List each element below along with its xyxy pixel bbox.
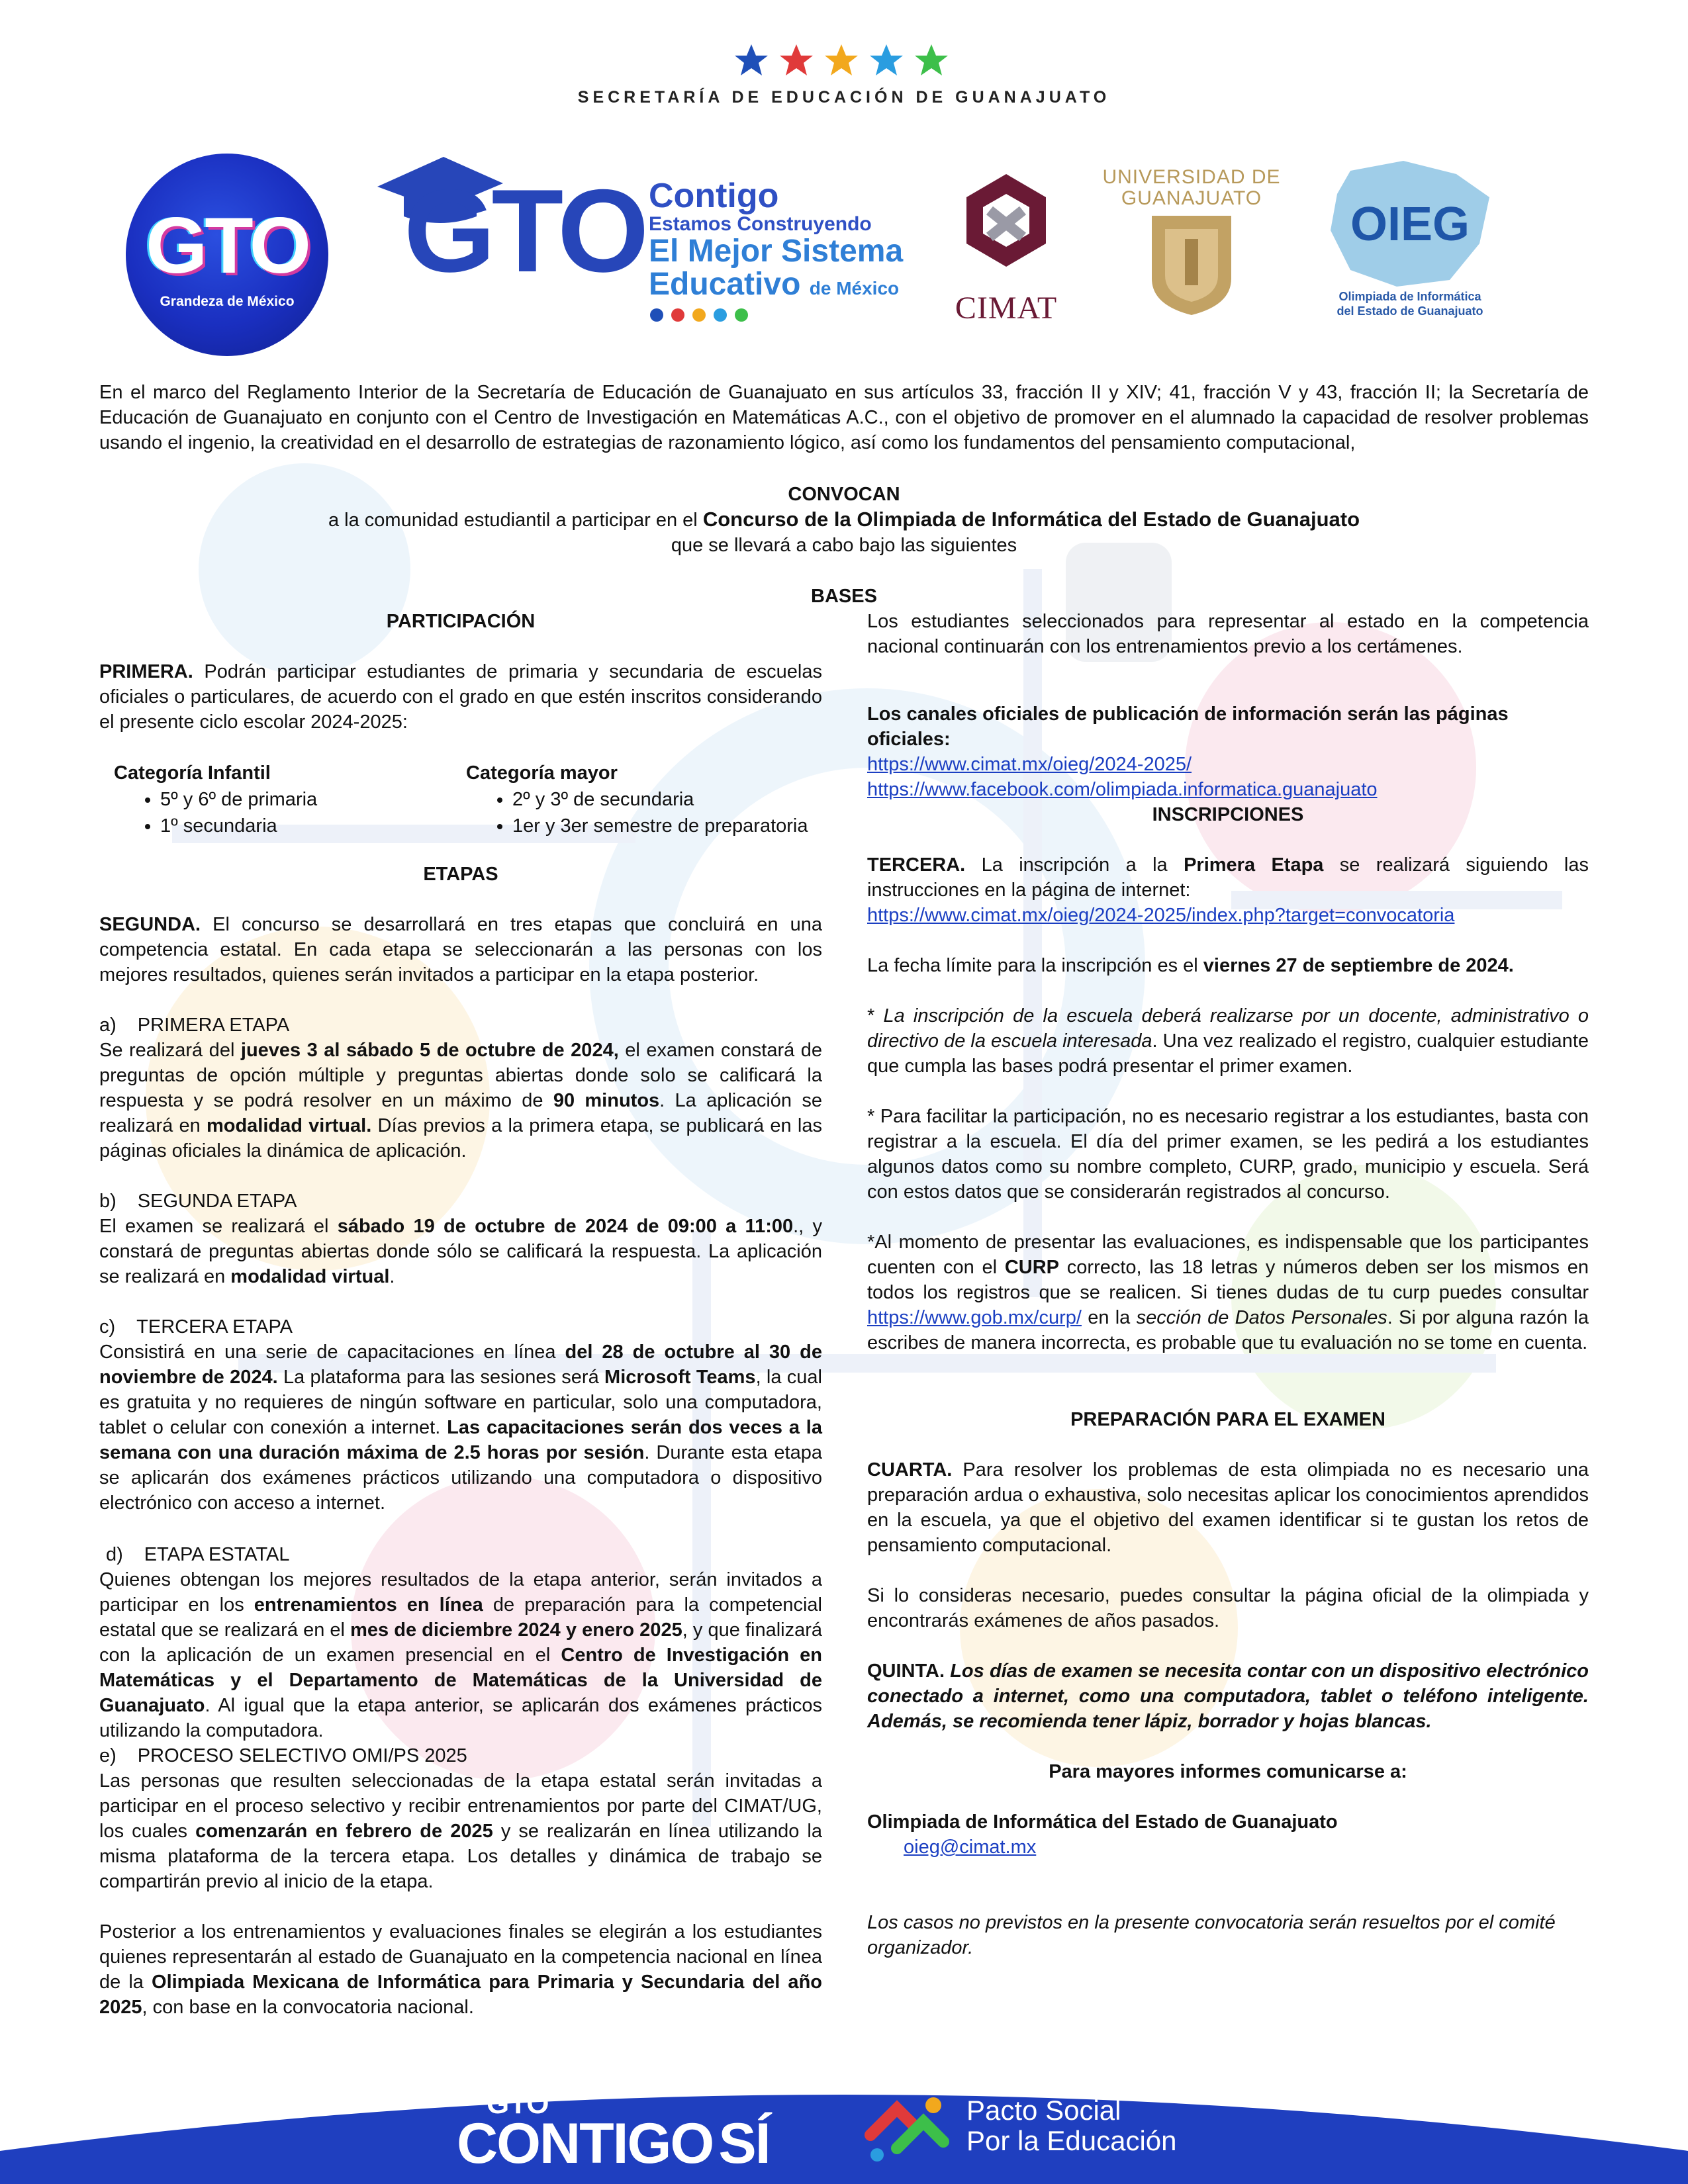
star-icon bbox=[915, 44, 948, 75]
cuarta-paragraph: CUARTA. Para resolver los problemas de esta olimpiada no es necesario una preparación ardua o exhaustiva, solo necesitas aplicar los conocimientos aprendidos en la escuela, ya que el objetivo del examen identificar si te gustan los retos de pensamiento computacional. bbox=[867, 1459, 1589, 1556]
gto-grandeza-logo bbox=[126, 154, 328, 356]
oieg-logo bbox=[1317, 158, 1503, 323]
primera-paragraph: PRIMERA. Podrán participar estudiantes de primaria y secundaria de escuelas oficiales o particulares, de acuerdo con el grado en que estén inscritos considerando el presente ciclo escolar 2024-2025: bbox=[99, 661, 822, 733]
note-participacion: * Para facilitar la participación, no es necesario registrar a los estudiantes, basta con registrar a la escuela. El día del primer examen, se les pedirá a los estudiantes algunos datos como su nombre completo, CURP, grado, municipio y escuela. Será con estos datos que se considerarán registrados al concurso. bbox=[867, 1106, 1589, 1203]
star-icon bbox=[735, 44, 768, 75]
footer-banner bbox=[0, 2065, 1688, 2184]
footer-contigo: CONTIGOSÍ bbox=[457, 2112, 770, 2175]
star-icon bbox=[870, 44, 903, 75]
inscripciones-heading: INSCRIPCIONES bbox=[1152, 804, 1304, 825]
consultar-paragraph: Si lo consideras necesario, puedes consultar la página oficial de la olimpiada y encontrarás exámenes de años pasados. bbox=[867, 1585, 1589, 1631]
segunda-paragraph: SEGUNDA. El concurso se desarrollará en tres etapas que concluirá en una competencia estatal. En cada etapa se seleccionarán a las personas con los mejores resultados, quienes serán invitados a participar en la etapa posterior. bbox=[99, 914, 822, 985]
convocan-title: CONVOCAN bbox=[788, 484, 900, 505]
gto-graduation-logo bbox=[371, 147, 645, 296]
cimat-oieg-link[interactable]: https://www.cimat.mx/oieg/2024-2025/ bbox=[867, 754, 1192, 775]
convocatoria-link[interactable]: https://www.cimat.mx/oieg/2024-2025/index.php?target=convocatoria bbox=[867, 905, 1455, 926]
contigo-line3: El Mejor Sistema bbox=[649, 234, 904, 269]
primera-etapa: a) PRIMERA ETAPA Se realizará del jueves 3 al sábado 5 de octubre de 2024, el examen constará de preguntas de opción múltiple y preguntas abiertas donde solo se calificará la respuesta y se podrá resolver en un máximo de 90 minutos. La aplicación se realizará en modalidad virtual. Días previos a la primera etapa, se publicará en las páginas oficiales la dinámica de aplicación. bbox=[99, 1015, 822, 1161]
categoria-infantil: Categoría Infantil • 5º y 6º de primaria • 1º secundaria bbox=[114, 760, 317, 839]
star-icon bbox=[825, 44, 858, 75]
posterior-paragraph: Posterior a los entrenamientos y evaluaciones finales se elegirán a los estudiantes quienes representarán al estado de Guanajuato en la competencia nacional en línea de la Olimpiada Mexicana de Informática para Primaria y Secundaria del año 2025, con base en la convocatoria nacional. bbox=[99, 1921, 822, 2018]
list-item: • 2º y 3º de secundaria bbox=[512, 786, 808, 813]
tercera-etapa: c) TERCERA ETAPA Consistirá en una serie de capacitaciones en línea del 28 de octubre al 30 de noviembre de 2024. La plataforma para las sesiones será Microsoft Teams, la cual es gratuita y no requieres de ningún software en particular, solo una computadora, tablet o celular con conexión a internet. Las capacitaciones serán dos veces a la semana con una duración máxima de 2.5 horas por sesión. Durante esta etapa se aplicarán dos exámenes prácticos utilizando una computadora o dispositivo electrónico con acceso a internet. bbox=[99, 1316, 823, 1514]
list-item: • 5º y 6º de primaria bbox=[160, 786, 317, 813]
cimat-name: CIMAT bbox=[955, 291, 1058, 326]
proceso-selectivo: e) PROCESO SELECTIVO OMI/PS 2025 Las personas que resulten seleccionadas de la etapa estatal serán invitadas a participar en el proceso selectivo y recibir entrenamientos por parte del CIMAT/UG, los cuales comenzarán en febrero de 2025 y se realizarán en línea utilizando la misma plataforma de la tercera etapa. Los detalles y dinámica de trabajo se compartirán previo al inicio de la etapa. bbox=[99, 1745, 822, 1892]
preparacion-heading: PREPARACIÓN PARA EL EXAMEN bbox=[1070, 1409, 1385, 1430]
contigo-line4: Educativo de México bbox=[649, 267, 900, 302]
canales-block: Los canales oficiales de publicación de información serán las páginas oficiales: https://www.cimat.mx/oieg/2024-2025/ https://www.facebook.com/olimpiada.informatica.guanajuato bbox=[867, 704, 1509, 800]
ug-line2: GUANAJUATO bbox=[1121, 187, 1262, 209]
star-icon bbox=[780, 44, 813, 75]
curp-link[interactable]: https://www.gob.mx/curp/ bbox=[867, 1307, 1082, 1328]
ug-line1: UNIVERSIDAD DE bbox=[1102, 166, 1281, 188]
fecha-limite: La fecha límite para la inscripción es el viernes 27 de septiembre de 2024. bbox=[867, 955, 1514, 976]
footer-wave bbox=[0, 2065, 1688, 2184]
pacto-social-icon bbox=[857, 2089, 957, 2168]
etapas-heading: ETAPAS bbox=[423, 864, 498, 885]
note-curp: *Al momento de presentar las evaluaciones, es indispensable que los participantes cuenten con el CURP correcto, las 18 letras y números deben ser los mismos en todos los registros que se realicen. Si tienes dudas de tu curp puedes consultar https://www.gob.mx/curp/ en la sección de Datos Personales. Si por alguna razón la escribes de manera incorrecta, es probable que tu evaluación no se tome en cuenta. bbox=[867, 1232, 1589, 1353]
categoria-mayor: Categoría mayor • 2º y 3º de secundaria • 1er y 3er semestre de preparatoria bbox=[466, 760, 808, 839]
list-item: • 1º secundaria bbox=[160, 813, 317, 839]
casos-paragraph: Los casos no previstos en la presente convocatoria serán resueltos por el comité organizador. bbox=[867, 1912, 1556, 1958]
contigo-line2: Estamos Construyendo bbox=[649, 213, 872, 235]
etapa-estatal: d) ETAPA ESTATAL Quienes obtengan los mejores resultados de la etapa anterior, serán invitados a participar en los entrenamientos en línea de preparación para la competencial estatal que se realizará en el mes de diciembre 2024 y enero 2025, y que finalizará con la aplicación de un examen presencial en el Centro de Investigación en Matemáticas y el Departamento de Matemáticas de la Universidad de Guanajuato. Al igual que la etapa anterior, se aplicarán dos exámenes prácticos utilizando la computadora. bbox=[99, 1544, 822, 1741]
ug-shield-icon bbox=[1149, 212, 1235, 318]
oieg-title: OIEG bbox=[1350, 198, 1470, 251]
intro-paragraph: En el marco del Reglamento Interior de la Secretaría de Educación de Guanajuato en sus artículos 33, fracción II y XIV; 41, fracción V y 43, fracción II; la Secretaría de Educación de Guanajuato en conjunto con el Centro de Investigación en Matemáticas A.C., con el objetivo de promover en el alumnado la capacidad de resolver problemas usando el ingenio, la creatividad en el desarrollo de estrategias de razonamiento lógico, así como los fundamentos del pensamiento computacional, bbox=[99, 382, 1589, 453]
oieg-caption: Olimpiada de Informática del Estado de Guanajuato bbox=[1336, 290, 1483, 318]
contigo-logo bbox=[649, 179, 914, 329]
facebook-link[interactable]: https://www.facebook.com/olimpiada.informatica.guanajuato bbox=[867, 779, 1378, 800]
secretaria-title: SECRETARÍA DE EDUCACIÓN DE GUANAJUATO bbox=[577, 88, 1111, 107]
seleccionados-paragraph: Los estudiantes seleccionados para representar al estado en la competencia nacional continuarán con los entrenamientos previo a los certámenes. bbox=[867, 611, 1589, 657]
bases-title: BASES bbox=[811, 586, 877, 607]
participacion-heading: PARTICIPACIÓN bbox=[386, 611, 536, 632]
ug-logo bbox=[1099, 167, 1284, 319]
contact-name: Olimpiada de Informática del Estado de Guanajuato bbox=[867, 1811, 1338, 1833]
gto-big-text: GTO bbox=[404, 165, 645, 296]
cimat-logo bbox=[947, 171, 1066, 326]
segunda-etapa: b) SEGUNDA ETAPA El examen se realizará el sábado 19 de octubre de 2024 de 09:00 a 11:00., y constará de preguntas abiertas donde sólo se calificará la respuesta. La aplicación se realizará en modalidad virtual. bbox=[99, 1191, 823, 1287]
gto-logo-text: GTO bbox=[146, 201, 308, 290]
pacto-social-text: Pacto Social Por la Educación bbox=[966, 2095, 1177, 2156]
convocan-line2: que se llevará a cabo bajo las siguientes bbox=[671, 535, 1017, 556]
note-inscripcion: * La inscripción de la escuela deberá realizarse por un docente, administrativo o directivo de la escuela interesada. Una vez realizado el registro, cualquier estudiante que cumpla las bases podrá presentar el primer examen. bbox=[867, 1005, 1589, 1077]
list-item: • 1er y 3er semestre de preparatoria bbox=[512, 813, 808, 839]
header-stars bbox=[731, 41, 960, 81]
contigo-stars-icon bbox=[649, 306, 781, 326]
gto-logo-subtitle: Grandeza de México bbox=[160, 294, 295, 309]
convocan-line: a la comunidad estudiantil a participar en el Concurso de la Olimpiada de Informática del Estado de Guanajuato bbox=[328, 508, 1360, 531]
informes-heading: Para mayores informes comunicarse a: bbox=[1049, 1761, 1407, 1782]
contact-email-link[interactable]: oieg@cimat.mx bbox=[904, 1837, 1037, 1858]
footer-gto: GTO bbox=[487, 2087, 549, 2120]
contigo-title: Contigo bbox=[649, 177, 779, 215]
contact-block bbox=[867, 1809, 1589, 1860]
cimat-emblem-icon bbox=[960, 171, 1053, 287]
quinta-paragraph: QUINTA. Los días de examen se necesita contar con un dispositivo electrónico conectado a internet, como una computadora, tablet o teléfono inteligente. Además, se recomienda tener lápiz, borrador y hojas blancas. bbox=[867, 1661, 1589, 1732]
tercera-paragraph: TERCERA. La inscripción a la Primera Etapa se realizará siguiendo las instrucciones en la página de internet: https://www.cimat.mx/oieg/2024-2025/index.php?target=convocatoria bbox=[867, 854, 1589, 926]
